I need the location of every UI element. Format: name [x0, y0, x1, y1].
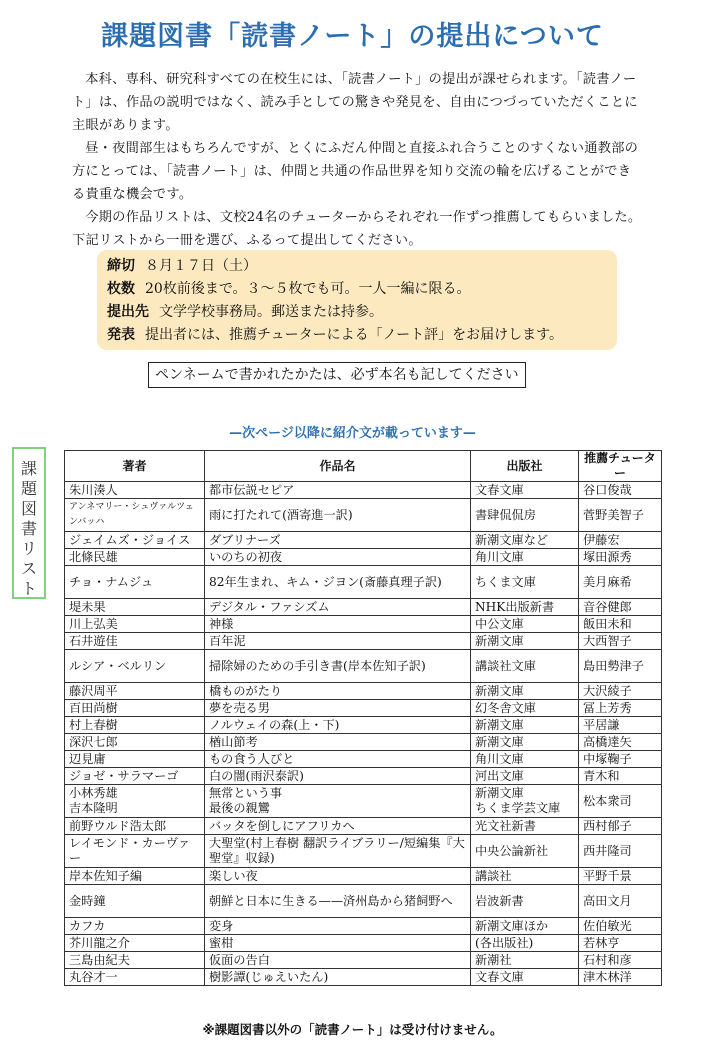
table-row — [65, 751, 662, 768]
detail-destination — [107, 301, 607, 324]
publisher-cell: 角川文庫 — [471, 751, 579, 768]
publisher-cell: 講談社文庫 — [471, 650, 579, 683]
tutor-cell: 若林亨 — [579, 935, 662, 952]
publisher-cell: (各出版社) — [471, 935, 579, 952]
detail-value: 20枚前後まで。３～５枚でも可。一人一編に限る。 — [145, 281, 471, 297]
table-row — [65, 566, 662, 599]
author-cell: レイモンド・カーヴァー — [65, 835, 205, 868]
tutor-cell: 松本衆司 — [579, 785, 662, 818]
author-cell: 川上弘美 — [65, 616, 205, 633]
author-cell: 石井遊佳 — [65, 633, 205, 650]
tutor-cell: 菅野美智子 — [579, 499, 662, 532]
table-row — [65, 683, 662, 700]
author-cell: チョ・ナムジュ — [65, 566, 205, 599]
table-row — [65, 700, 662, 717]
side-label-text: 課題図書リスト — [20, 459, 37, 598]
publisher-cell: ちくま文庫 — [471, 566, 579, 599]
table-row — [65, 734, 662, 751]
author-cell: 堤未果 — [65, 599, 205, 616]
author-cell: 三島由紀夫 — [65, 952, 205, 969]
table-row — [65, 549, 662, 566]
title-cell: 神様 — [205, 616, 471, 633]
publisher-cell: 文春文庫 — [471, 969, 579, 986]
author-cell: 朱川湊人 — [65, 482, 205, 499]
table-row — [65, 717, 662, 734]
title-cell: 仮面の告白 — [205, 952, 471, 969]
tutor-cell: 平野千景 — [579, 868, 662, 885]
author-cell: 百田尚樹 — [65, 700, 205, 717]
tutor-cell: 津木林洋 — [579, 969, 662, 986]
publisher-cell: 角川文庫 — [471, 549, 579, 566]
title-cell: 楢山節考 — [205, 734, 471, 751]
tutor-cell: 平居謙 — [579, 717, 662, 734]
title-cell: 楽しい夜 — [205, 868, 471, 885]
title-cell: 樹影譚(じゅえいたん) — [205, 969, 471, 986]
detail-value: 提出者には、推薦チューターによる「ノート評」をお届けします。 — [145, 327, 564, 343]
table-row — [65, 952, 662, 969]
tutor-cell: 島田勢津子 — [579, 650, 662, 683]
author-cell: 小林秀雄 吉本隆明 — [65, 785, 205, 818]
tutor-cell: 高田文月 — [579, 885, 662, 918]
publisher-cell: 新潮文庫 ちくま学芸文庫 — [471, 785, 579, 818]
author-cell: カフカ — [65, 918, 205, 935]
publisher-cell: 河出文庫 — [471, 768, 579, 785]
title-cell: 変身 — [205, 918, 471, 935]
author-cell: 丸谷才一 — [65, 969, 205, 986]
title-cell: 雨に打たれて(酒寄進一訳) — [205, 499, 471, 532]
publisher-cell: 新潮文庫 — [471, 633, 579, 650]
author-cell: 前野ウルド浩太郎 — [65, 818, 205, 835]
column-header-title: 作品名 — [205, 451, 471, 482]
author-cell: 芥川龍之介 — [65, 935, 205, 952]
tutor-cell: 青木和 — [579, 768, 662, 785]
publisher-cell: NHK出版新書 — [471, 599, 579, 616]
intro-text — [72, 68, 642, 252]
footer-note: ※課題図書以外の「読書ノート」は受け付けません。 — [202, 1022, 503, 1037]
submission-details-box — [97, 250, 617, 350]
detail-pages — [107, 278, 607, 301]
author-cell: 村上春樹 — [65, 717, 205, 734]
book-list-table — [64, 450, 662, 986]
detail-label: 発表 — [107, 327, 135, 343]
tutor-cell: 大西智子 — [579, 633, 662, 650]
detail-announcement — [107, 324, 607, 347]
column-header-author: 著者 — [65, 451, 205, 482]
tutor-cell: 石村和彦 — [579, 952, 662, 969]
table-row — [65, 768, 662, 785]
publisher-cell: 中央公論新社 — [471, 835, 579, 868]
author-cell: アンネマリー・シュヴァルツェンバッハ — [65, 499, 205, 532]
table-row — [65, 599, 662, 616]
tutor-cell: 伊藤宏 — [579, 532, 662, 549]
detail-value: ８月１７日（土） — [145, 258, 257, 274]
pen-name-notice: ペンネームで書かれたかたは、必ず本名も記してください — [148, 362, 526, 388]
title-cell: いのちの初夜 — [205, 549, 471, 566]
tutor-cell: 飯田未和 — [579, 616, 662, 633]
title-cell: 82年生まれ、キム・ジヨン(斎藤真理子訳) — [205, 566, 471, 599]
table-row — [65, 633, 662, 650]
publisher-cell: 新潮文庫など — [471, 532, 579, 549]
title-cell: 朝鮮と日本に生きる——済州島から猪飼野へ — [205, 885, 471, 918]
tutor-cell: 美月麻希 — [579, 566, 662, 599]
publisher-cell: 書肆侃侃房 — [471, 499, 579, 532]
tutor-cell: 佐伯敏光 — [579, 918, 662, 935]
table-header-row — [65, 451, 662, 482]
table-row — [65, 650, 662, 683]
publisher-cell: 講談社 — [471, 868, 579, 885]
intro-paragraph: 本科、専科、研究科すべての在校生には、「読書ノート」の提出が課せられます。「読書ノート」は、作品の説明ではなく、読み手としての驚きや発見を、自由につづっていただくことに主眼があります。 — [72, 72, 638, 133]
title-cell: 都市伝説セピア — [205, 482, 471, 499]
table-row — [65, 885, 662, 918]
detail-label: 締切 — [107, 258, 135, 274]
table-row — [65, 785, 662, 818]
author-cell: ルシア・ベルリン — [65, 650, 205, 683]
title-cell: バッタを倒しにアフリカへ — [205, 818, 471, 835]
table-row — [65, 482, 662, 499]
detail-deadline — [107, 255, 607, 278]
publisher-cell: 新潮文庫 — [471, 683, 579, 700]
table-row — [65, 868, 662, 885]
table-row — [65, 499, 662, 532]
title-cell: 夢を売る男 — [205, 700, 471, 717]
author-cell: ジョゼ・サラマーゴ — [65, 768, 205, 785]
tutor-cell: 高橋達矢 — [579, 734, 662, 751]
tutor-cell: 西村郁子 — [579, 818, 662, 835]
title-cell: 大聖堂(村上春樹 翻訳ライブラリー/短編集『大聖堂』収録) — [205, 835, 471, 868]
author-cell: 藤沢周平 — [65, 683, 205, 700]
column-header-tutor: 推薦チューター — [579, 451, 662, 482]
tutor-cell: 冨上芳秀 — [579, 700, 662, 717]
detail-label: 枚数 — [107, 281, 135, 297]
column-header-publisher: 出版社 — [471, 451, 579, 482]
publisher-cell: 新潮文庫 — [471, 734, 579, 751]
author-cell: ジェイムズ・ジョイス — [65, 532, 205, 549]
title-cell: ダブリナーズ — [205, 532, 471, 549]
table-row — [65, 935, 662, 952]
title-cell: デジタル・ファシズム — [205, 599, 471, 616]
title-cell: もの食う人びと — [205, 751, 471, 768]
table-row — [65, 616, 662, 633]
tutor-cell: 谷口俊哉 — [579, 482, 662, 499]
table-row — [65, 969, 662, 986]
title-cell: 掃除婦のための手引き書(岸本佐知子訳) — [205, 650, 471, 683]
tutor-cell: 音谷健郎 — [579, 599, 662, 616]
publisher-cell: 新潮文庫ほか — [471, 918, 579, 935]
tutor-cell: 中塚鞠子 — [579, 751, 662, 768]
table-row — [65, 532, 662, 549]
title-cell: 蜜柑 — [205, 935, 471, 952]
table-body — [65, 482, 662, 986]
title-cell: ノルウェイの森(上・下) — [205, 717, 471, 734]
publisher-cell: 幻冬舎文庫 — [471, 700, 579, 717]
publisher-cell: 岩波新書 — [471, 885, 579, 918]
intro-paragraph: 今期の作品リストは、文校24名のチューターからそれぞれ一作ずつ推薦してもらいました。下記リストから一冊を選び、ふるって提出してください。 — [72, 210, 642, 248]
author-cell: 深沢七郎 — [65, 734, 205, 751]
author-cell: 辺見庸 — [65, 751, 205, 768]
table-row — [65, 835, 662, 868]
title-cell: 白の闇(雨沢泰訳) — [205, 768, 471, 785]
tutor-cell: 大沢綾子 — [579, 683, 662, 700]
title-cell: 橋ものがたり — [205, 683, 471, 700]
page-title: 課題図書「読書ノート」の提出について — [101, 21, 604, 52]
tutor-cell: 塚田源秀 — [579, 549, 662, 566]
author-cell: 岸本佐知子編 — [65, 868, 205, 885]
intro-paragraph: 昼・夜間部生はもちろんですが、とくにふだん仲間と直接ふれ合うことのすくない通教部の方にとっては、「読書ノート」は、仲間と共通の作品世界を知り交流の輪を広げることができる貴重な機会です。 — [72, 141, 639, 202]
publisher-cell: 光文社新書 — [471, 818, 579, 835]
title-cell: 百年泥 — [205, 633, 471, 650]
detail-label: 提出先 — [107, 304, 149, 320]
section-subheading: —次ページ以降に紹介文が載っています— — [229, 426, 476, 441]
publisher-cell: 中公文庫 — [471, 616, 579, 633]
detail-value: 文学学校事務局。郵送または持参。 — [159, 304, 383, 320]
author-cell: 北條民雄 — [65, 549, 205, 566]
publisher-cell: 新潮文庫 — [471, 717, 579, 734]
title-cell: 無常という事 最後の親鸞 — [205, 785, 471, 818]
book-list-side-label — [12, 447, 46, 599]
table-row — [65, 918, 662, 935]
publisher-cell: 新潮社 — [471, 952, 579, 969]
author-cell: 金時鐘 — [65, 885, 205, 918]
table-row — [65, 818, 662, 835]
publisher-cell: 文春文庫 — [471, 482, 579, 499]
tutor-cell: 西井隆司 — [579, 835, 662, 868]
